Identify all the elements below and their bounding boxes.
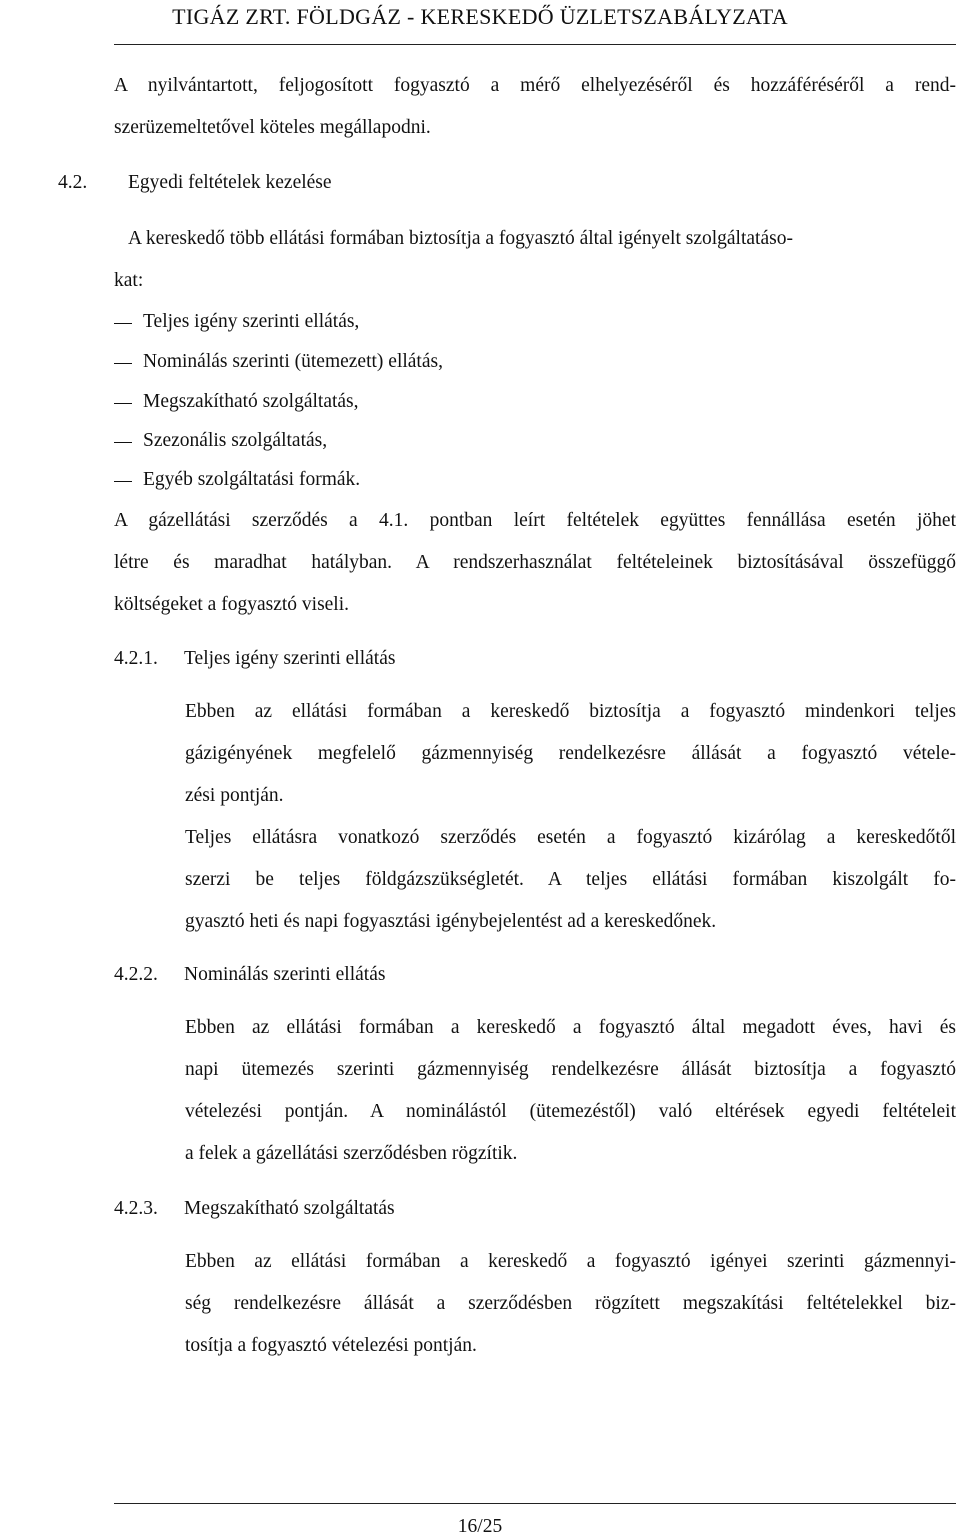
list-item: Nominálás szerinti (ütemezett) ellátás, <box>143 351 443 372</box>
footer-rule <box>114 1503 956 1504</box>
list-item: Megszakítható szolgáltatás, <box>143 391 359 412</box>
intro-line-2: szerüzemeltetővel köteles megállapodni. <box>114 117 431 138</box>
section-4-2-1-p1-line: Ebben az ellátási formában a kereskedő biztosítja a fogyasztó mindenkori teljes <box>185 701 956 722</box>
section-4-2-1-p1-line: zési pontján. <box>185 785 284 806</box>
section-4-2-para2-line-1: A gázellátási szerződés a 4.1. pontban leírt feltételek együttes fennállása esetén jöhet <box>114 510 956 531</box>
section-4-2-2-p1-line: vételezési pontján. A nominálástól (ütemezéstől) való eltérések egyedi feltételeit <box>185 1101 956 1122</box>
list-dash <box>114 403 132 404</box>
page-number: 16/25 <box>457 1516 503 1537</box>
section-4-2-para-line-1: A kereskedő több ellátási formában biztosítja a fogyasztó által igényelt szolgáltatáso- <box>128 228 793 249</box>
list-item: Szezonális szolgáltatás, <box>143 430 328 451</box>
section-4-2-2-p1-line: napi ütemezés szerinti gázmennyiség rendelkezésre állását biztosítja a fogyasztó <box>185 1059 956 1080</box>
section-4-2-1-p2-line: gyasztó heti és napi fogyasztási igénybejelentést ad a kereskedőnek. <box>185 911 717 932</box>
section-4-2-3-p1-line: tosítja a fogyasztó vételezési pontján. <box>185 1335 477 1356</box>
list-item: Teljes igény szerinti ellátás, <box>143 311 360 332</box>
section-4-2-1-p2-line: Teljes ellátásra vonatkozó szerződés esetén a fogyasztó kizárólag a kereskedőtől <box>185 827 956 848</box>
section-4-2-para2-line-3: költségeket a fogyasztó viseli. <box>114 594 350 615</box>
section-4-2-para2-line-2: létre és maradhat hatályban. A rendszerhasználat feltételeinek biztosításával összefüggő <box>114 552 956 573</box>
section-4-2-2-p1-line: a felek a gázellátási szerződésben rögzítik. <box>185 1143 518 1164</box>
list-dash <box>114 481 132 482</box>
list-dash <box>114 363 132 364</box>
section-4-2-1-p2-line: szerzi be teljes földgázszükségletét. A teljes ellátási formában kiszolgált fo- <box>185 869 956 890</box>
list-item: Egyéb szolgáltatási formák. <box>143 469 361 490</box>
list-dash <box>114 323 132 324</box>
section-4-2-3-p1-line: ség rendelkezésre állását a szerződésben rögzített megszakítási feltételekkel biz- <box>185 1293 956 1314</box>
section-4-2-2-title: Nominálás szerinti ellátás <box>184 964 386 985</box>
section-4-2-2-number: 4.2.2. <box>114 964 158 985</box>
header-rule <box>114 44 956 45</box>
section-4-2-number: 4.2. <box>58 172 88 193</box>
section-4-2-3-number: 4.2.3. <box>114 1198 158 1219</box>
section-4-2-3-p1-line: Ebben az ellátási formában a kereskedő a fogyasztó igényei szerinti gázmennyi- <box>185 1251 956 1272</box>
section-4-2-2-p1-line: Ebben az ellátási formában a kereskedő a fogyasztó által megadott éves, havi és <box>185 1017 956 1038</box>
section-4-2-title: Egyedi feltételek kezelése <box>128 172 332 193</box>
intro-line-1: A nyilvántartott, feljogosított fogyasztó a mérő elhelyezéséről és hozzáféréséről a rend- <box>114 75 956 96</box>
section-4-2-1-title: Teljes igény szerinti ellátás <box>184 648 396 669</box>
document-header: TIGÁZ ZRT. FÖLDGÁZ - KERESKEDŐ ÜZLETSZABÁLYZATA <box>172 4 788 29</box>
section-4-2-1-p1-line: gázigényének megfelelő gázmennyiség rendelkezésre állását a fogyasztó vétele- <box>185 743 956 764</box>
section-4-2-3-title: Megszakítható szolgáltatás <box>184 1198 395 1219</box>
section-4-2-1-number: 4.2.1. <box>114 648 158 669</box>
list-dash <box>114 442 132 443</box>
section-4-2-para-line-2: kat: <box>114 270 144 291</box>
